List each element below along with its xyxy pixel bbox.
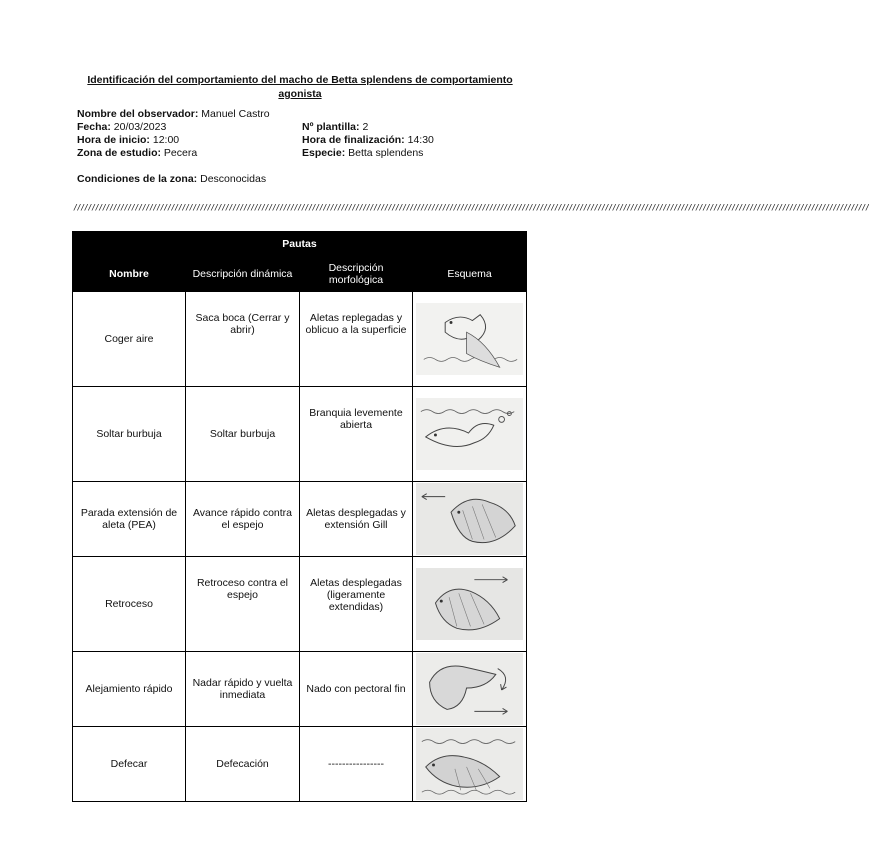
row-nombre: Coger aire bbox=[73, 292, 186, 387]
fish-sketch-image bbox=[416, 727, 523, 801]
sketch-cell bbox=[413, 387, 527, 482]
study-zone-value: Pecera bbox=[163, 147, 198, 159]
end-time-value: 14:30 bbox=[407, 134, 434, 146]
row-nombre: Soltar burbuja bbox=[73, 387, 186, 482]
template-number-value: 2 bbox=[362, 121, 369, 133]
table-title: Pautas bbox=[73, 232, 527, 257]
species-value: Betta splendens bbox=[348, 147, 424, 159]
row-morfologica: Aletas replegadas y oblicuo a la superficie bbox=[300, 292, 413, 387]
species-label: Especie: bbox=[302, 147, 346, 159]
fish-sketch-image bbox=[416, 397, 523, 471]
meta-left-block bbox=[77, 108, 270, 160]
conditions-label: Condiciones de la zona: bbox=[77, 173, 198, 185]
table-row bbox=[73, 482, 527, 557]
end-time-label: Hora de finalización: bbox=[302, 134, 405, 146]
row-morfologica: Nado con pectoral fin bbox=[300, 652, 413, 727]
sketch-cell bbox=[413, 727, 527, 802]
study-zone-label: Zona de estudio: bbox=[77, 147, 161, 159]
observer-label: Nombre del observador: bbox=[77, 108, 199, 120]
conditions-line bbox=[77, 173, 266, 186]
header-descripcion-dinamica: Descripción dinámica bbox=[186, 257, 300, 292]
row-nombre: Defecar bbox=[73, 727, 186, 802]
row-dinamica: Avance rápido contra el espejo bbox=[186, 482, 300, 557]
header-nombre: Nombre bbox=[73, 257, 186, 292]
row-dinamica: Retroceso contra el espejo bbox=[186, 557, 300, 652]
table-row bbox=[73, 557, 527, 652]
behavior-table bbox=[72, 231, 527, 802]
sketch-cell bbox=[413, 557, 527, 652]
header-descripcion-morfologica: Descripción morfológica bbox=[300, 257, 413, 292]
conditions-value: Desconocidas bbox=[200, 173, 267, 185]
table-row bbox=[73, 652, 527, 727]
table-row bbox=[73, 387, 527, 482]
row-nombre: Alejamiento rápido bbox=[73, 652, 186, 727]
separator-line: //////////////////////////////////////////////////////////////////////////////////////////////////////////////////////////////////////////////////////////////////////////////////////////////////////////////////////////// bbox=[73, 203, 869, 212]
fish-sketch-image bbox=[416, 482, 523, 556]
row-morfologica: Branquia levemente abierta bbox=[300, 387, 413, 482]
row-nombre: Parada extensión de aleta (PEA) bbox=[73, 482, 186, 557]
start-time-label: Hora de inicio: bbox=[77, 134, 150, 146]
date-value: 20/03/2023 bbox=[113, 121, 167, 133]
meta-right-block bbox=[302, 121, 434, 160]
fish-sketch-image bbox=[416, 567, 523, 641]
date-label: Fecha: bbox=[77, 121, 111, 133]
row-morfologica: ---------------- bbox=[300, 727, 413, 802]
row-dinamica: Saca boca (Cerrar y abrir) bbox=[186, 292, 300, 387]
header-esquema: Esquema bbox=[413, 257, 527, 292]
template-number-label: Nº plantilla: bbox=[302, 121, 360, 133]
row-dinamica: Nadar rápido y vuelta inmediata bbox=[186, 652, 300, 727]
row-nombre: Retroceso bbox=[73, 557, 186, 652]
observer-value: Manuel Castro bbox=[201, 108, 270, 120]
table-row bbox=[73, 727, 527, 802]
fish-sketch-image bbox=[416, 302, 523, 376]
fish-sketch-image bbox=[416, 652, 523, 726]
row-dinamica: Defecación bbox=[186, 727, 300, 802]
row-dinamica: Soltar burbuja bbox=[186, 387, 300, 482]
row-morfologica: Aletas desplegadas y extensión Gill bbox=[300, 482, 413, 557]
start-time-value: 12:00 bbox=[152, 134, 180, 146]
sketch-cell bbox=[413, 482, 527, 557]
row-morfologica: Aletas desplegadas (ligeramente extendidas) bbox=[300, 557, 413, 652]
sketch-cell bbox=[413, 292, 527, 387]
table-row bbox=[73, 292, 527, 387]
sketch-cell bbox=[413, 652, 527, 727]
document-title: Identificación del comportamiento del macho de Betta splendens de comportamiento agonista bbox=[87, 74, 513, 100]
